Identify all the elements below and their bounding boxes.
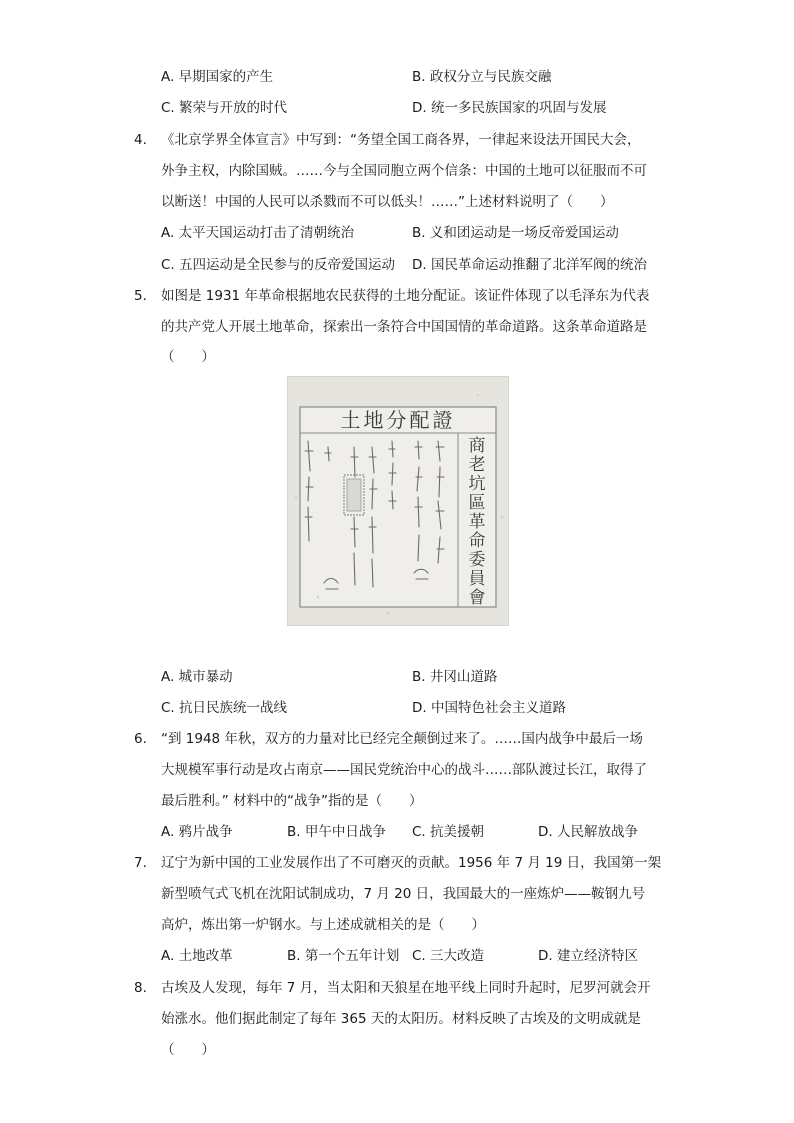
q3-option-b: B. 政权分立与民族交融 xyxy=(412,69,552,85)
q6-number: 6. xyxy=(134,731,147,747)
q5-option-b: B. 井冈山道路 xyxy=(412,669,498,685)
certificate-heading: 土地分配證 xyxy=(340,408,456,432)
q4-option-a: A. 太平天国运动打击了清朝统治 xyxy=(161,225,355,241)
land-certificate-image xyxy=(287,376,509,626)
q3-option-c: C. 繁荣与开放的时代 xyxy=(161,100,288,116)
q5-option-c: C. 抗日民族统一战线 xyxy=(161,700,288,716)
q4-option-b: B. 义和团运动是一场反帝爱国运动 xyxy=(412,225,619,241)
q4-option-d: D. 国民革命运动推翻了北洋军阀的统治 xyxy=(412,257,647,273)
q7-stem-line-3: 高炉，炼出第一炉钢水。与上述成就相关的是（ ） xyxy=(161,917,485,933)
certificate-committee-char: 革 xyxy=(468,512,486,532)
q5-stem-line-1: 如图是 1931 年革命根据地农民获得的土地分配证。该证件体现了以毛泽东为代表 xyxy=(161,288,650,304)
certificate-committee-char: 命 xyxy=(468,531,486,551)
q3-option-d: D. 统一多民族国家的巩固与发展 xyxy=(412,100,607,116)
q5-stem-line-3: （ ） xyxy=(161,349,215,365)
q5-option-d: D. 中国特色社会主义道路 xyxy=(412,700,566,716)
q4-stem-line-2: 外争主权，内除国贼。……今与全国同胞立两个信条：中国的土地可以征服而不可 xyxy=(161,163,647,179)
q4-stem-line-3: 以断送！中国的人民可以杀戮而不可以低头！……”上述材料说明了（ ） xyxy=(161,194,614,210)
q5-stem-line-2: 的共产党人开展土地革命，探索出一条符合中国国情的革命道路。这条革命道路是 xyxy=(161,319,647,335)
q6-option-a: A. 鸦片战争 xyxy=(161,824,233,840)
certificate-committee-char: 區 xyxy=(468,493,486,513)
q7-option-b: B. 第一个五年计划 xyxy=(287,948,400,964)
q6-option-c: C. 抗美援朝 xyxy=(412,824,485,840)
q7-number: 7. xyxy=(134,855,147,871)
q4-stem-line-1: 《北京学界全体宣言》中写到：“务望全国工商各界，一律起来设法开国民大会， xyxy=(161,132,641,148)
certificate-committee-char: 員 xyxy=(468,569,486,589)
q6-stem-line-2: 大规模军事行动是攻占南京——国民党统治中心的战斗……部队渡过长江，取得了 xyxy=(161,762,647,778)
q4-option-c: C. 五四运动是全民参与的反帝爱国运动 xyxy=(161,257,396,273)
certificate-committee-char: 老 xyxy=(468,455,486,475)
q7-stem-line-1: 辽宁为新中国的工业发展作出了不可磨灭的贡献。1956 年 7 月 19 日，我国第一架 xyxy=(161,855,662,871)
certificate-committee-char: 商 xyxy=(468,436,486,456)
q7-option-a: A. 土地改革 xyxy=(161,948,233,964)
q8-stem-line-3: （ ） xyxy=(161,1042,215,1058)
q6-option-b: B. 甲午中日战争 xyxy=(287,824,386,840)
q8-number: 8. xyxy=(134,980,147,996)
q8-stem-line-1: 古埃及人发现，每年 7 月，当太阳和天狼星在地平线上同时升起时，尼罗河就会开 xyxy=(161,980,651,996)
q6-option-d: D. 人民解放战争 xyxy=(538,824,638,840)
certificate-committee-char: 會 xyxy=(468,588,486,608)
certificate-committee-char: 坑 xyxy=(468,474,486,494)
q4-number: 4. xyxy=(134,132,147,148)
q5-number: 5. xyxy=(134,288,147,304)
q8-stem-line-2: 始涨水。他们据此制定了每年 365 天的太阳历。材料反映了古埃及的文明成就是 xyxy=(161,1011,641,1027)
q6-stem-line-1: “到 1948 年秋，双方的力量对比已经完全颠倒过来了。……国内战争中最后一场 xyxy=(161,731,643,747)
certificate-committee-char: 委 xyxy=(468,550,486,570)
q7-option-d: D. 建立经济特区 xyxy=(538,948,638,964)
q7-stem-line-2: 新型喷气式飞机在沈阳试制成功，7 月 20 日，我国最大的一座炼炉——鞍钢九号 xyxy=(161,886,646,902)
q7-option-c: C. 三大改造 xyxy=(412,948,485,964)
q6-stem-line-3: 最后胜利。” 材料中的“战争”指的是（ ） xyxy=(161,793,423,809)
q3-option-a: A. 早期国家的产生 xyxy=(161,69,274,85)
q5-option-a: A. 城市暴动 xyxy=(161,669,233,685)
